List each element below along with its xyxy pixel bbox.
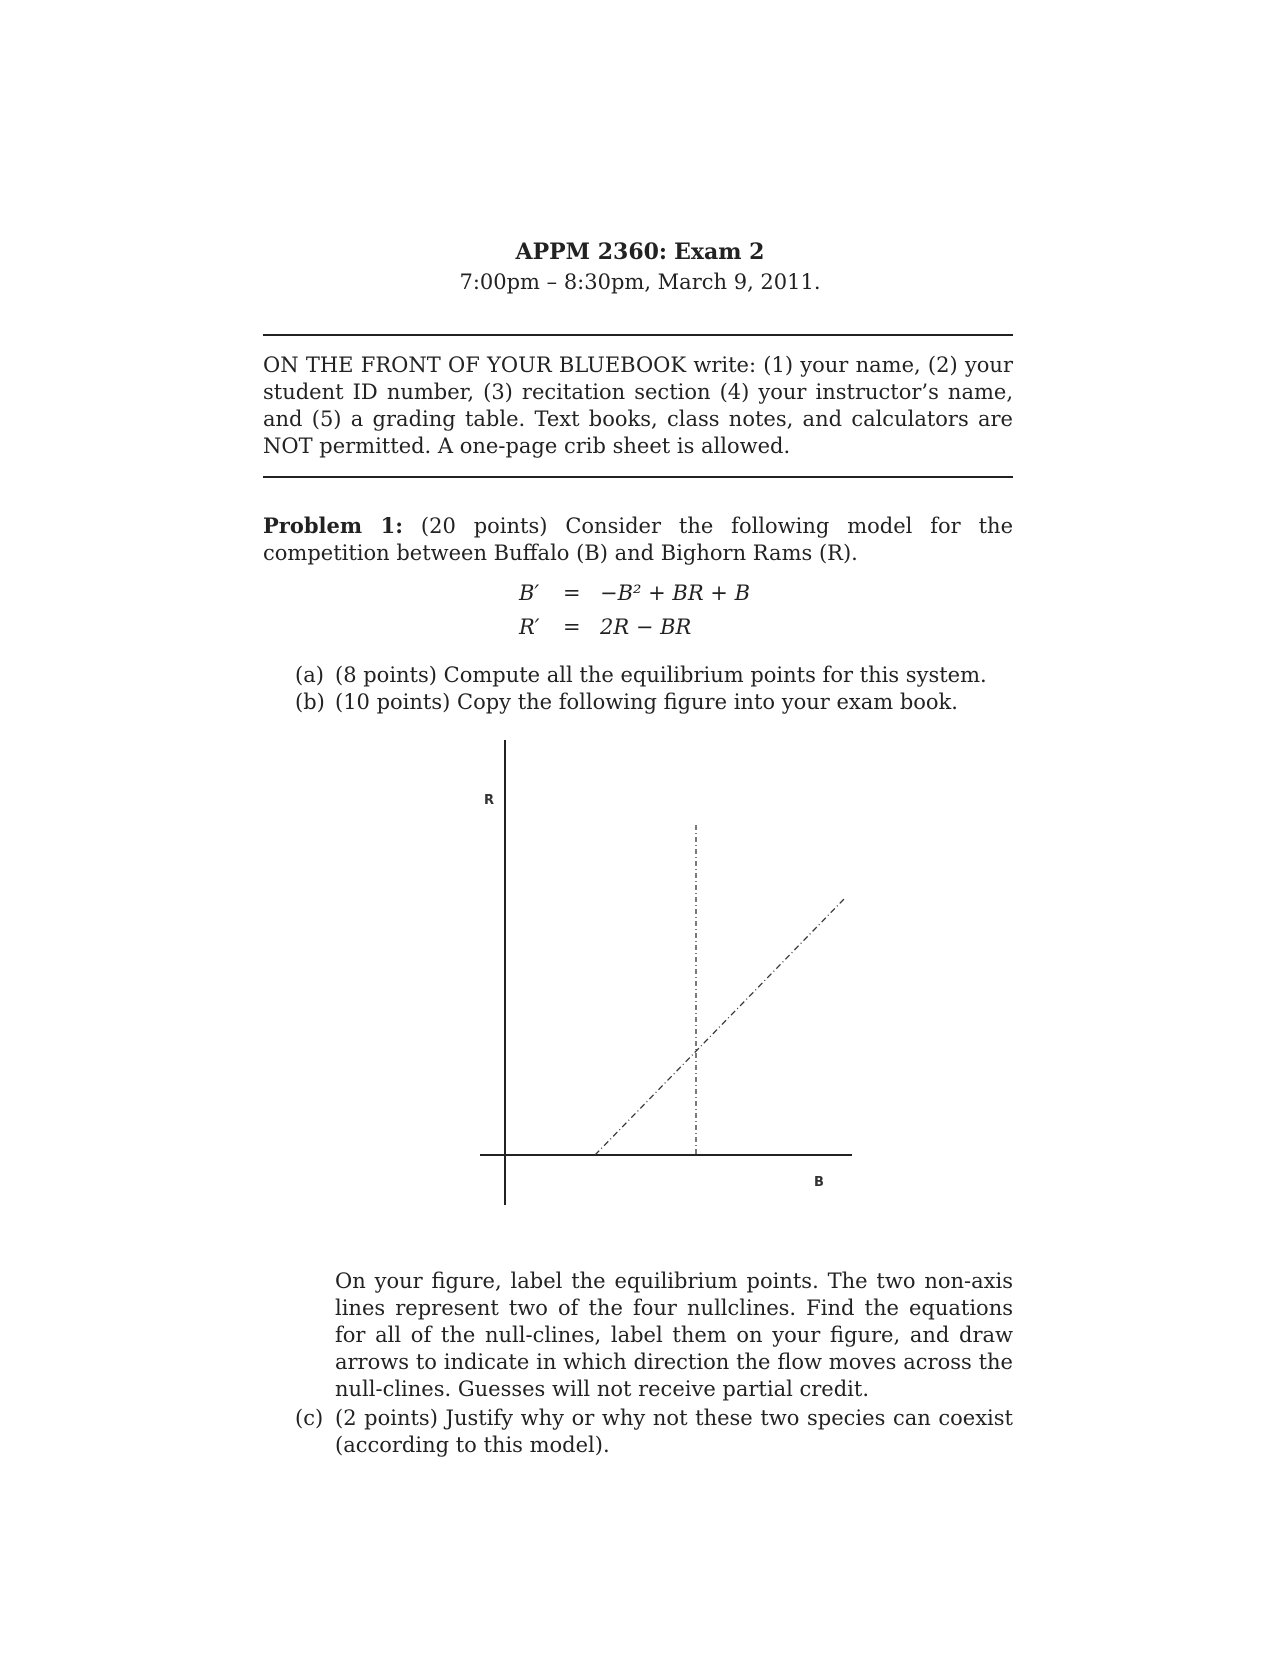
problem-1-intro: [263, 512, 1013, 567]
equation-lhs: B′: [519, 581, 540, 605]
top-divider: [263, 334, 1013, 336]
exam-name: Exam 2: [674, 239, 765, 265]
b-axis-label: B: [814, 1175, 824, 1190]
part-a-marker: (a): [295, 663, 324, 687]
equation-equals: =: [563, 581, 581, 605]
exam-title: [0, 238, 1280, 267]
instructions-text: ON THE FRONT OF YOUR BLUEBOOK write: (1) your name, (2) your student ID number, (3) recitation section (4) your instructor’s name, and (5) a grading table. Text books, class notes, and calculators are NOT permitted. A one-page crib sheet is allowed.: [263, 353, 1013, 458]
problem-1-label: Problem 1:: [263, 513, 403, 538]
part-a-text: (8 points) Compute all the equilibrium points for this system.: [335, 663, 987, 687]
equation-rhs: −B² + BR + B: [600, 581, 751, 605]
exam-datetime: 7:00pm – 8:30pm, March 9, 2011.: [459, 270, 821, 294]
nullcline-figure: [470, 740, 860, 1220]
course-code: APPM 2360:: [515, 239, 668, 265]
problem-1-text: (20 points) Consider the following model for the competition between Buffalo (B) and Bighorn Rams (R).: [263, 514, 1013, 565]
part-c-marker: (c): [295, 1406, 324, 1430]
bottom-divider: [263, 476, 1013, 478]
equation-rhs: 2R − BR: [600, 615, 692, 639]
r-axis-label: R: [484, 793, 495, 808]
part-b-marker: (b): [295, 690, 325, 714]
part-c-text: (2 points) Justify why or why not these two species can coexist (according to this model).: [335, 1406, 1013, 1457]
equation-lhs: R′: [519, 615, 540, 639]
equation-equals: =: [563, 615, 581, 639]
diagonal-nullcline: [595, 897, 846, 1155]
part-b-text: (10 points) Copy the following figure into your exam book.: [335, 690, 958, 714]
part-b-followup: On your figure, label the equilibrium points. The two non-axis lines represent two of the four nullclines. Find the equations for all of the null-clines, label them on your figure, and draw arrows to indicate in which direction the flow moves across the null-clines. Guesses will not receive partial credit.: [335, 1269, 1013, 1401]
